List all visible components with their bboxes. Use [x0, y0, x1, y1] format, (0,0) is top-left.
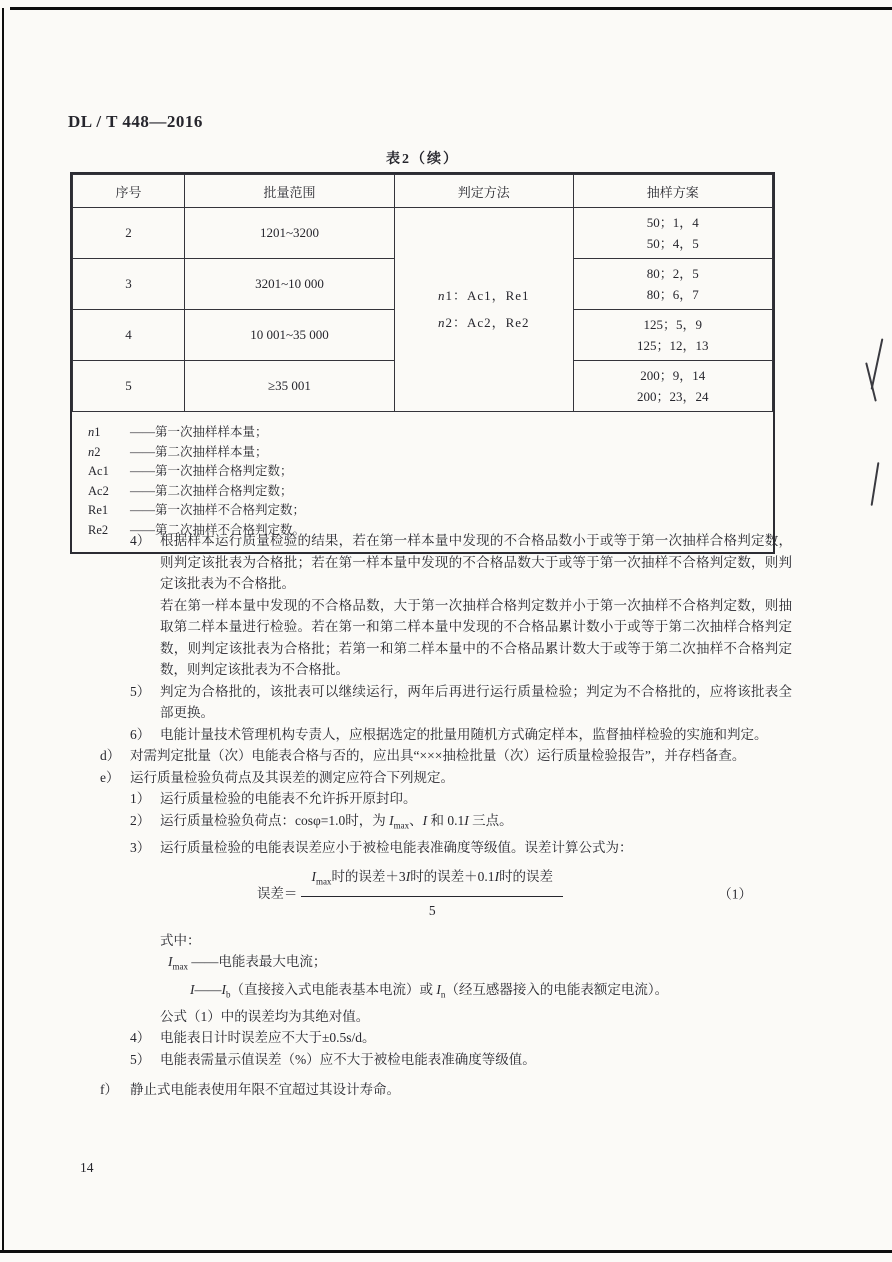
cell-range: 10 001~35 000	[185, 310, 395, 361]
paragraph: 公式（1）中的误差均为其绝对值。	[160, 1008, 370, 1024]
footnote: Ac2 ——第二次抽样合格判定数；	[88, 483, 293, 498]
list-item: 6） 电能计量技术管理机构专责人，应根据选定的批量用随机方式确定样本，监督抽样检验的实施和判定。	[130, 726, 768, 742]
cell-index: 2	[73, 208, 185, 259]
cell-plans: 200；9，14 200；23，24	[573, 361, 773, 412]
list-item: e） 运行质量检验负荷点及其误差的测定应符合下列规定。	[100, 769, 454, 785]
list-item: 5） 电能表需量示值误差（%）应不大于被检电能表准确度等级值。	[130, 1051, 536, 1067]
paragraph: 式中：	[160, 932, 201, 948]
cell-plans: 80；2，5 80；6，7	[573, 259, 773, 310]
footnote: Re2 ——第二次抽样不合格判定数。	[88, 522, 306, 537]
symbol-definition: $I_{max}$ ——电能表最大电流；	[168, 954, 327, 973]
scan-edge-left	[2, 8, 4, 1252]
footnote: Ac1 ——第一次抽样合格判定数；	[88, 464, 293, 478]
scan-artifact	[871, 462, 880, 506]
list-item: 5） 判定为合格批的，该批表可以继续运行，两年后再进行运行质量检验；判定为不合格批的，应将该批表全部更换。	[130, 683, 792, 720]
footnote: n1 ——第一次抽样样本量；	[88, 425, 268, 439]
formula-lhs: 误差＝	[256, 886, 298, 902]
list-item: 1） 运行质量检验的电能表不允许拆开原封印。	[130, 791, 417, 806]
scan-artifact	[871, 338, 884, 389]
list-item: 3） 运行质量检验的电能表误差应小于被检电能表准确度等级值。误差计算公式为：	[130, 839, 633, 855]
paragraph: 若在第一样本量中发现的不合格品数，大于第一次抽样合格判定数并小于第一次抽样不合格判定数，则抽取第二样本量进行检验。若在第一和第二样本量中发现的不合格品累计数小于或等于第二次抽样合格判定数，则判定该批表为合格批；若第一和第二样本量中的不合格品累计数大于或等于第二次抽样不合格判定数，则判定该批表为不合格批。	[160, 597, 792, 677]
scan-edge-bottom	[0, 1250, 892, 1253]
formula-denominator: 5	[428, 903, 436, 919]
list-item: 4） 根据样本运行质量检验的结果，若在第一样本量中发现的不合格品数小于或等于第一次抽样合格判定数，则判定该批表为合格批；若在第一样本量中发现的不合格品数大于或等于第一次抽样不合格判定数，则判定该批表为不合格批。	[130, 533, 792, 591]
table-row	[73, 208, 773, 259]
table-header-row	[73, 175, 773, 208]
table-title: 表2（续）	[386, 152, 459, 167]
formula-numerator: $I_{max}$时的误差＋3I时的误差＋0.1I时的误差	[301, 866, 563, 897]
cell-index: 4	[73, 310, 185, 361]
error-formula	[68, 866, 752, 922]
list-item: 2） 运行质量检验负荷点：cosφ=1.0时，为 $I_{max}$、I 和 0.1I 三点。	[130, 812, 513, 831]
cell-plans: 50；1，4 50；4，5	[573, 208, 773, 259]
cell-plans: 125；5，9 125；12，13	[573, 310, 773, 361]
equation-number: （1）	[718, 886, 752, 902]
footnote: n2 ——第二次抽样样本量；	[88, 444, 268, 459]
column-header-batch-range: 批量范围	[185, 175, 395, 208]
body-text	[68, 530, 792, 1101]
cell-range: ≥35 001	[185, 361, 395, 412]
column-header-index: 序号	[73, 175, 185, 208]
column-header-judgement-method: 判定方法	[395, 175, 574, 208]
cell-range: 1201~3200	[185, 208, 395, 259]
list-item: 4） 电能表日计时误差应不大于±0.5s/d。	[130, 1030, 376, 1046]
sampling-table	[72, 174, 773, 412]
scan-edge-top	[10, 7, 892, 10]
footnote: Re1 ——第一次抽样不合格判定数；	[88, 503, 306, 517]
method-line: n2：Ac2，Re2	[437, 315, 530, 330]
cell-range: 3201~10 000	[185, 259, 395, 310]
cell-index: 5	[73, 361, 185, 412]
cell-index: 3	[73, 259, 185, 310]
method-line: n1：Ac1，Re1	[437, 288, 530, 303]
column-header-sampling-plan: 抽样方案	[573, 175, 773, 208]
sampling-table-box	[70, 172, 775, 554]
symbol-definition: $I——I_b$（直接接入式电能表基本电流）或 $I_n$（经互感器接入的电能表额定电流）。	[190, 981, 669, 1000]
list-item: d） 对需判定批量（次）电能表合格与否的，应出具“×××抽检批量（次）运行质量检验报告”，并存档备查。	[100, 748, 746, 763]
list-item: f） 静止式电能表使用年限不宜超过其设计寿命。	[100, 1082, 400, 1098]
cell-method	[395, 208, 574, 412]
page-number: 14	[80, 1160, 94, 1175]
standard-number: DL / T 448—2016	[68, 112, 203, 131]
formula-fraction	[301, 866, 563, 922]
